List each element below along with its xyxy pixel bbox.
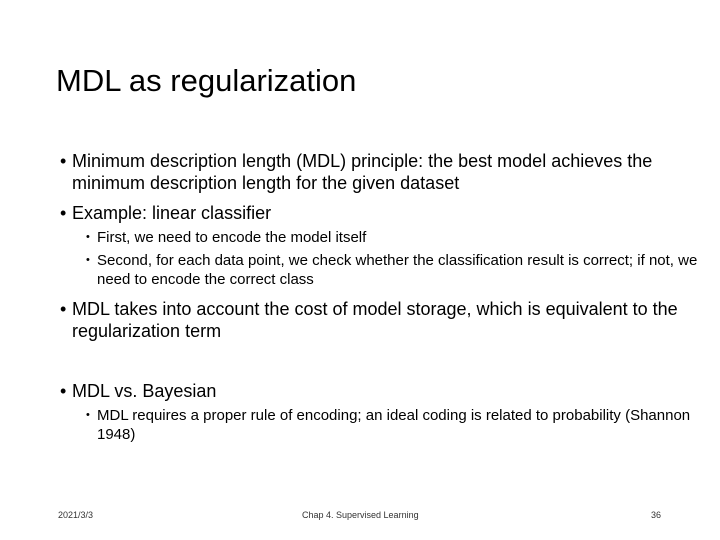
sub-bullet-marker: • — [86, 254, 90, 266]
sub-bullet-encode-model — [86, 228, 706, 247]
footer-date: 2021/3/3 — [58, 510, 94, 520]
footer-page-number: 36 — [651, 510, 662, 520]
slide-title: MDL as regularization — [56, 63, 357, 98]
bullet-example — [60, 202, 700, 224]
bullet-text: MDL vs. Bayesian — [72, 381, 217, 401]
bullet-marker: • — [60, 299, 67, 319]
bullet-model-storage — [60, 298, 700, 342]
sub-bullet-check-classification — [86, 251, 706, 289]
sub-bullet-text: First, we need to encode the model itself — [97, 229, 367, 246]
bullet-text: MDL takes into account the cost of model storage, which is equivalent to the regularization term — [72, 299, 678, 341]
bullet-marker: • — [60, 381, 67, 401]
bullet-marker: • — [60, 151, 67, 171]
bullet-text: Minimum description length (MDL) principle: the best model achieves the minimum description length for the given dataset — [72, 151, 653, 193]
bullet-text: Example: linear classifier — [72, 203, 272, 223]
sub-bullet-text: Second, for each data point, we check whether the classification result is correct; if not, we need to encode the correct class — [97, 252, 698, 288]
bullet-mdl-vs-bayesian — [60, 380, 700, 402]
sub-bullet-encoding-rule — [86, 406, 706, 444]
footer-chapter: Chap 4. Supervised Learning — [302, 510, 419, 520]
sub-bullet-text: MDL requires a proper rule of encoding; an ideal coding is related to probability (Shannon 1948) — [97, 407, 691, 443]
bullet-marker: • — [60, 203, 67, 223]
sub-bullet-marker: • — [86, 231, 90, 243]
bullet-mdl-principle — [60, 150, 700, 194]
sub-bullet-marker: • — [86, 409, 90, 421]
